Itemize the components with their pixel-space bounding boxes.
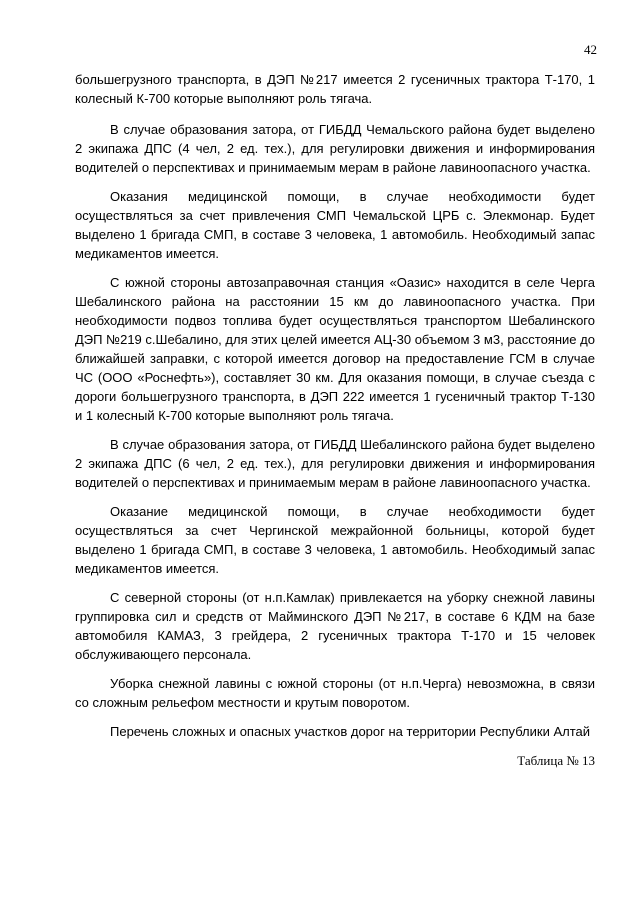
paragraph-2: В случае образования затора, от ГИБДД Чемальского района будет выделено 2 экипажа ДПС (4 чел, 2 ед. тех.), для регулировки движения и информирования водителей о перспективах и принимаемым мерам в районе лавиноопасного участка. [75,122,595,175]
paragraph-5: В случае образования затора, от ГИБДД Шебалинского района будет выделено 2 экипажа ДПС (6 чел, 2 ед. тех.), для регулировки движения и информирования водителей о перспективах и принимаемым мерам в районе лавиноопасного участка. [75,437,595,490]
page-number: 42 [584,42,597,57]
paragraph-1: большегрузного транспорта, в ДЭП №217 имеется 2 гусеничных трактора Т-170, 1 колесный К-700 которые выполняют роль тягача. [75,72,595,106]
paragraph-7: С северной стороны (от н.п.Камлак) привлекается на уборку снежной лавины группировка сил и средств от Майминского ДЭП №217, в составе 6 КДМ на базе автомобиля КАМАЗ, 3 грейдера, 2 гусеничных трактора Т-170 и 15 человек обслуживающего персонала. [75,590,595,662]
paragraph-6: Оказание медицинской помощи, в случае необходимости будет осуществляться за счет Чергинской межрайонной больницы, которой будет выделено 1 бригада СМП, в составе 3 человека, 1 автомобиль. Необходимый запас медикаментов имеется. [75,504,595,576]
paragraph-4: С южной стороны автозаправочная станция «Оазис» находится в селе Черга Шебалинского района на расстоянии 15 км до лавиноопасного участка. При необходимости подвоз топлива будет осуществляться транспортом Шебалинского ДЭП №219 с.Шебалино, для этих целей имеется АЦ-30 объемом 3 м3, расстояние до ближайшей заправки, с которой имеется договор на предоставление ГСМ в случае ЧС (ООО «Роснефть»), составляет 30 км. Для оказания помощи, в случае съезда с дороги большегрузного транспорта, в ДЭП 222 имеется 1 гусеничный трактор Т-130 и 1 колесный К-700 которые выполняют роль тягача. [75,275,595,423]
table-label: Таблица № 13 [517,753,595,768]
paragraph-3: Оказания медицинской помощи, в случае необходимости будет осуществляться за счет привлечения СМП Чемальской ЦРБ с. Элекмонар. Будет выделено 1 бригада СМП, в составе 3 человека, 1 автомобиль. Необходимый запас медикаментов имеется. [75,189,595,261]
paragraph-8: Уборка снежной лавины с южной стороны (от н.п.Черга) невозможна, в связи со сложным рельефом местности и крутым поворотом. [75,676,595,710]
list-heading: Перечень сложных и опасных участков дорог на территории Республики Алтай [110,724,591,739]
document-body [75,70,595,770]
